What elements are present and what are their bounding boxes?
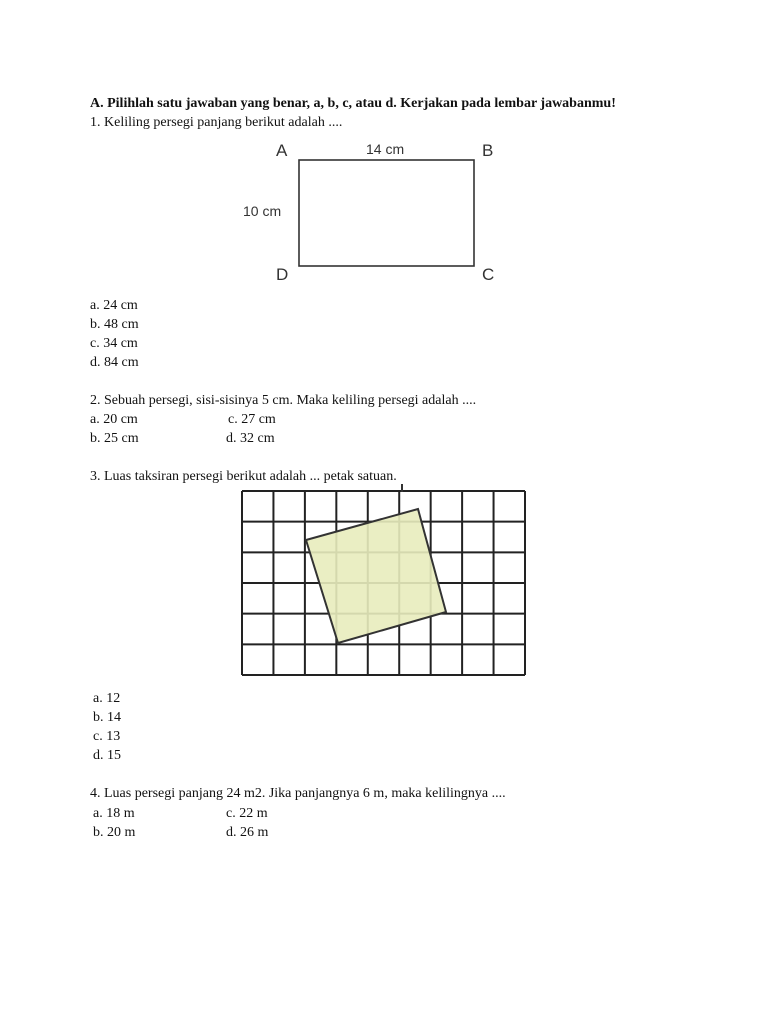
question-2-text: 2. Sebuah persegi, sisi-sisinya 5 cm. Maka keliling persegi adalah .... xyxy=(90,393,477,408)
corner-label-d: D xyxy=(276,265,289,284)
q4-option-b: b. 20 m xyxy=(93,825,136,840)
q2-option-d: d. 32 cm xyxy=(226,431,275,446)
q1-option-d: d. 84 cm xyxy=(90,355,139,370)
q3-option-b: b. 14 xyxy=(93,710,121,725)
section-heading: A. Pilihlah satu jawaban yang benar, a, b, c, atau d. Kerjakan pada lembar jawabanmu! xyxy=(90,96,616,111)
q1-option-b: b. 48 cm xyxy=(90,317,139,332)
tilted-square xyxy=(306,509,446,643)
q2-option-a: a. 20 cm xyxy=(90,412,138,427)
q2-option-c: c. 27 cm xyxy=(228,412,276,427)
q3-option-a: a. 12 xyxy=(93,691,121,706)
corner-label-a: A xyxy=(276,141,288,160)
q4-option-a: a. 18 m xyxy=(93,806,135,821)
q3-option-d: d. 15 xyxy=(93,748,121,763)
question-1-text: 1. Keliling persegi panjang berikut adalah .... xyxy=(90,115,343,130)
corner-label-c: C xyxy=(482,265,495,284)
q4-option-c: c. 22 m xyxy=(226,806,268,821)
q1-option-a: a. 24 cm xyxy=(90,298,138,313)
side-length-label: 10 cm xyxy=(243,203,282,219)
q1-option-c: c. 34 cm xyxy=(90,336,138,351)
question-4-text: 4. Luas persegi panjang 24 m2. Jika panjangnya 6 m, maka kelilingnya .... xyxy=(90,786,506,801)
q4-option-d: d. 26 m xyxy=(226,825,269,840)
rectangle-abcd xyxy=(299,160,474,266)
rectangle-figure xyxy=(230,135,510,290)
question-3-text: 3. Luas taksiran persegi berikut adalah ... petak satuan. xyxy=(90,469,397,484)
q2-option-b: b. 25 cm xyxy=(90,431,139,446)
top-length-label: 14 cm xyxy=(366,141,405,157)
corner-label-b: B xyxy=(482,141,494,160)
grid-figure xyxy=(236,484,532,694)
q3-option-c: c. 13 xyxy=(93,729,121,744)
